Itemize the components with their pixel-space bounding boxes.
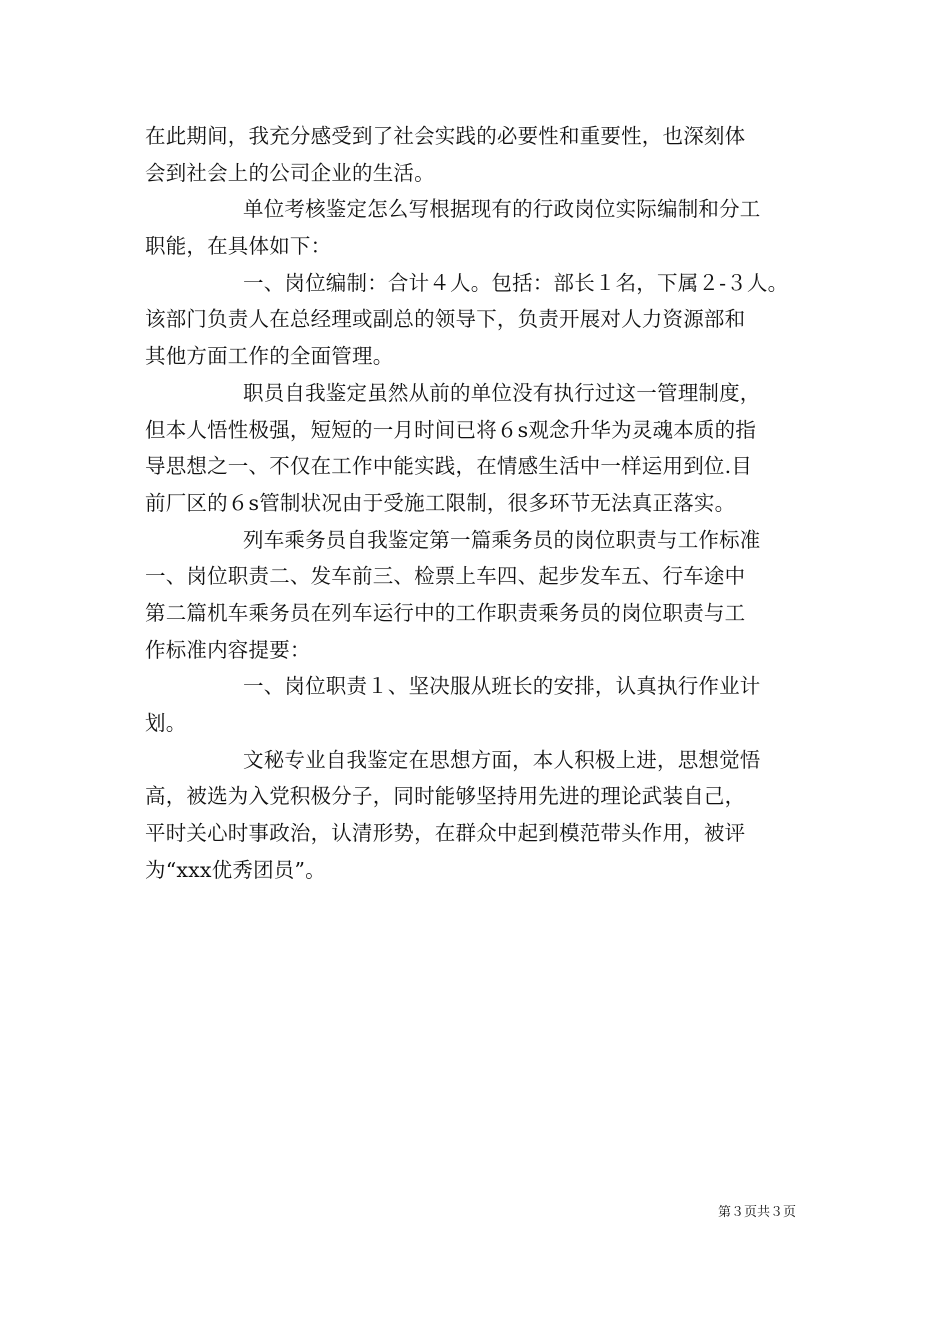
text-line-10: 导思想之一、不仅在工作中能实践，在情感生活中一样运用到位.目 bbox=[145, 454, 753, 479]
text-line-17: 划。 bbox=[145, 711, 187, 735]
page-number-footer: 第３页共３页 bbox=[718, 1205, 797, 1220]
text-line-20: 平时关心时事政治，认清形势，在群众中起到模范带头作用，被评 bbox=[145, 821, 746, 846]
text-line-8: 职员自我鉴定虽然从前的单位没有执行过这一管理制度， bbox=[243, 380, 761, 405]
text-line-16: 一、岗位职责１、坚决服从班长的安排，认真执行作业计 bbox=[243, 674, 761, 699]
text-line-18: 文秘专业自我鉴定在思想方面，本人积极上进，思想觉悟 bbox=[243, 747, 761, 772]
text-line-14: 第二篇机车乘务员在列车运行中的工作职责乘务员的岗位职责与工 bbox=[145, 600, 746, 625]
text-line-6: 该部门负责人在总经理或副总的领导下，负责开展对人力资源部和 bbox=[145, 307, 746, 332]
text-line-12: 列车乘务员自我鉴定第一篇乘务员的岗位职责与工作标准 bbox=[243, 527, 761, 552]
text-line-4: 职能，在具体如下： bbox=[145, 234, 332, 259]
text-line-21: 为“xxx优秀团员”。 bbox=[145, 857, 326, 882]
text-line-9: 但本人悟性极强，短短的一月时间已将６s观念升华为灵魂本质的指 bbox=[145, 417, 757, 442]
document-body bbox=[145, 118, 815, 888]
text-line-1: 在此期间，我充分感受到了社会实践的必要性和重要性，也深刻体 bbox=[145, 124, 746, 148]
text-line-2: 会到社会上的公司企业的生活。 bbox=[145, 160, 435, 185]
text-line-19: 高，被选为入党积极分子，同时能够坚持用先进的理论武装自己， bbox=[145, 784, 746, 809]
text-line-7: 其他方面工作的全面管理。 bbox=[145, 344, 394, 369]
text-line-3: 单位考核鉴定怎么写根据现有的行政岗位实际编制和分工 bbox=[243, 197, 761, 222]
text-line-13: 一、岗位职责二、发车前三、检票上车四、起步发车五、行车途中 bbox=[145, 564, 746, 589]
text-line-5: 一、岗位编制：合计４人。包括：部长１名，下属２-３人。 bbox=[243, 270, 789, 295]
text-line-15: 作标准内容提要： bbox=[145, 637, 311, 662]
text-line-11: 前厂区的６s管制状况由于受施工限制，很多环节无法真正落实。 bbox=[145, 490, 736, 515]
